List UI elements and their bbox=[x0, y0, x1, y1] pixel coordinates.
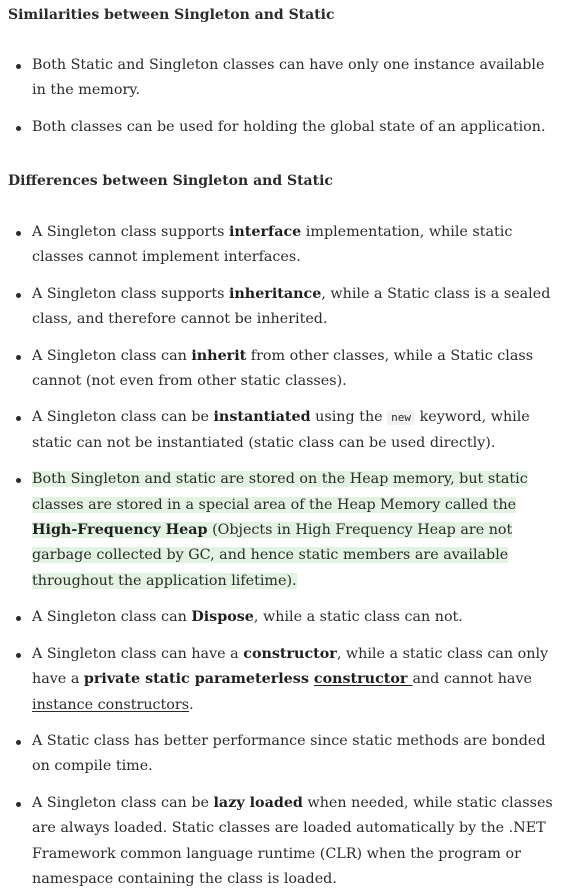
keyword-lazy-loaded: lazy loaded bbox=[213, 794, 303, 811]
list-item: A Singleton class can Dispose, while a static class can not. bbox=[0, 605, 567, 630]
list-item: A Singleton class can inherit from other classes, while a Static class cannot (not even from other static classes). bbox=[0, 344, 567, 395]
list-item: A Singleton class supports inheritance, while a Static class is a sealed class, and therefore cannot be inherited. bbox=[0, 282, 567, 333]
keyword-interface: interface bbox=[228, 224, 302, 240]
keyword-private-static-parameterless: private static parameterless bbox=[83, 671, 314, 688]
bullet-icon bbox=[16, 478, 21, 483]
keyword-dispose: Dispose bbox=[191, 609, 254, 626]
keyword-instantiated: instantiated bbox=[213, 409, 311, 426]
bullet-icon bbox=[16, 231, 21, 236]
list-item-text: Both Static and Singleton classes can have only one instance available in the memory. bbox=[32, 57, 545, 99]
bullet-icon bbox=[16, 740, 21, 745]
similarities-list bbox=[0, 53, 567, 140]
bullet-icon bbox=[16, 802, 21, 807]
highlighted-text: Both Singleton and static are stored on the Heap memory, but static classes are stored in a special area of the Heap Memory called the High-Frequency Heap (Objects in High Frequency Heap are not garbage collected by GC, and hence static members are available throughout the application lifetime). bbox=[32, 471, 528, 589]
keyword-constructor: constructor bbox=[243, 645, 337, 662]
keyword-high-frequency-heap: High-Frequency Heap bbox=[32, 522, 208, 539]
link-instance-constructors[interactable]: instance constructors bbox=[32, 696, 190, 713]
bullet-icon bbox=[16, 653, 21, 658]
keyword-inheritance: inheritance bbox=[228, 285, 322, 302]
bullet-icon bbox=[16, 416, 21, 421]
inline-code-new: new bbox=[387, 410, 415, 425]
bullet-icon bbox=[16, 64, 21, 69]
list-item: A Singleton class can have a constructor, while a static class can only have a private static parameterless constructor and cannot have instance constructors. bbox=[0, 642, 567, 718]
list-item: A Singleton class can be instantiated using the new keyword, while static can not be instantiated (static class can be used directly). bbox=[0, 405, 567, 456]
list-item: A Singleton class can be lazy loaded when needed, while static classes are always loaded. Static classes are loaded automatically by the .NET Framework common language runtime (CLR) when the program or namespace containing the class is loaded. bbox=[0, 791, 567, 892]
differences-heading: Differences between Singleton and Static bbox=[8, 173, 333, 189]
list-item-highlighted bbox=[0, 467, 567, 594]
link-constructor[interactable]: constructor bbox=[313, 671, 413, 688]
similarities-heading: Similarities between Singleton and Static bbox=[8, 7, 335, 23]
list-item bbox=[0, 53, 567, 104]
bullet-icon bbox=[16, 355, 21, 360]
list-item: A Singleton class supports interface implementation, while static classes cannot implement interfaces. bbox=[0, 220, 567, 271]
list-item: A Static class has better performance since static methods are bonded on compile time. bbox=[0, 729, 567, 780]
bullet-icon bbox=[16, 616, 21, 621]
bullet-icon bbox=[16, 293, 21, 298]
list-item-text: Both classes can be used for holding the global state of an application. bbox=[32, 118, 546, 135]
bullet-icon bbox=[16, 126, 21, 131]
list-item bbox=[0, 115, 567, 140]
keyword-inherit: inherit bbox=[191, 347, 247, 364]
differences-list bbox=[0, 220, 567, 892]
